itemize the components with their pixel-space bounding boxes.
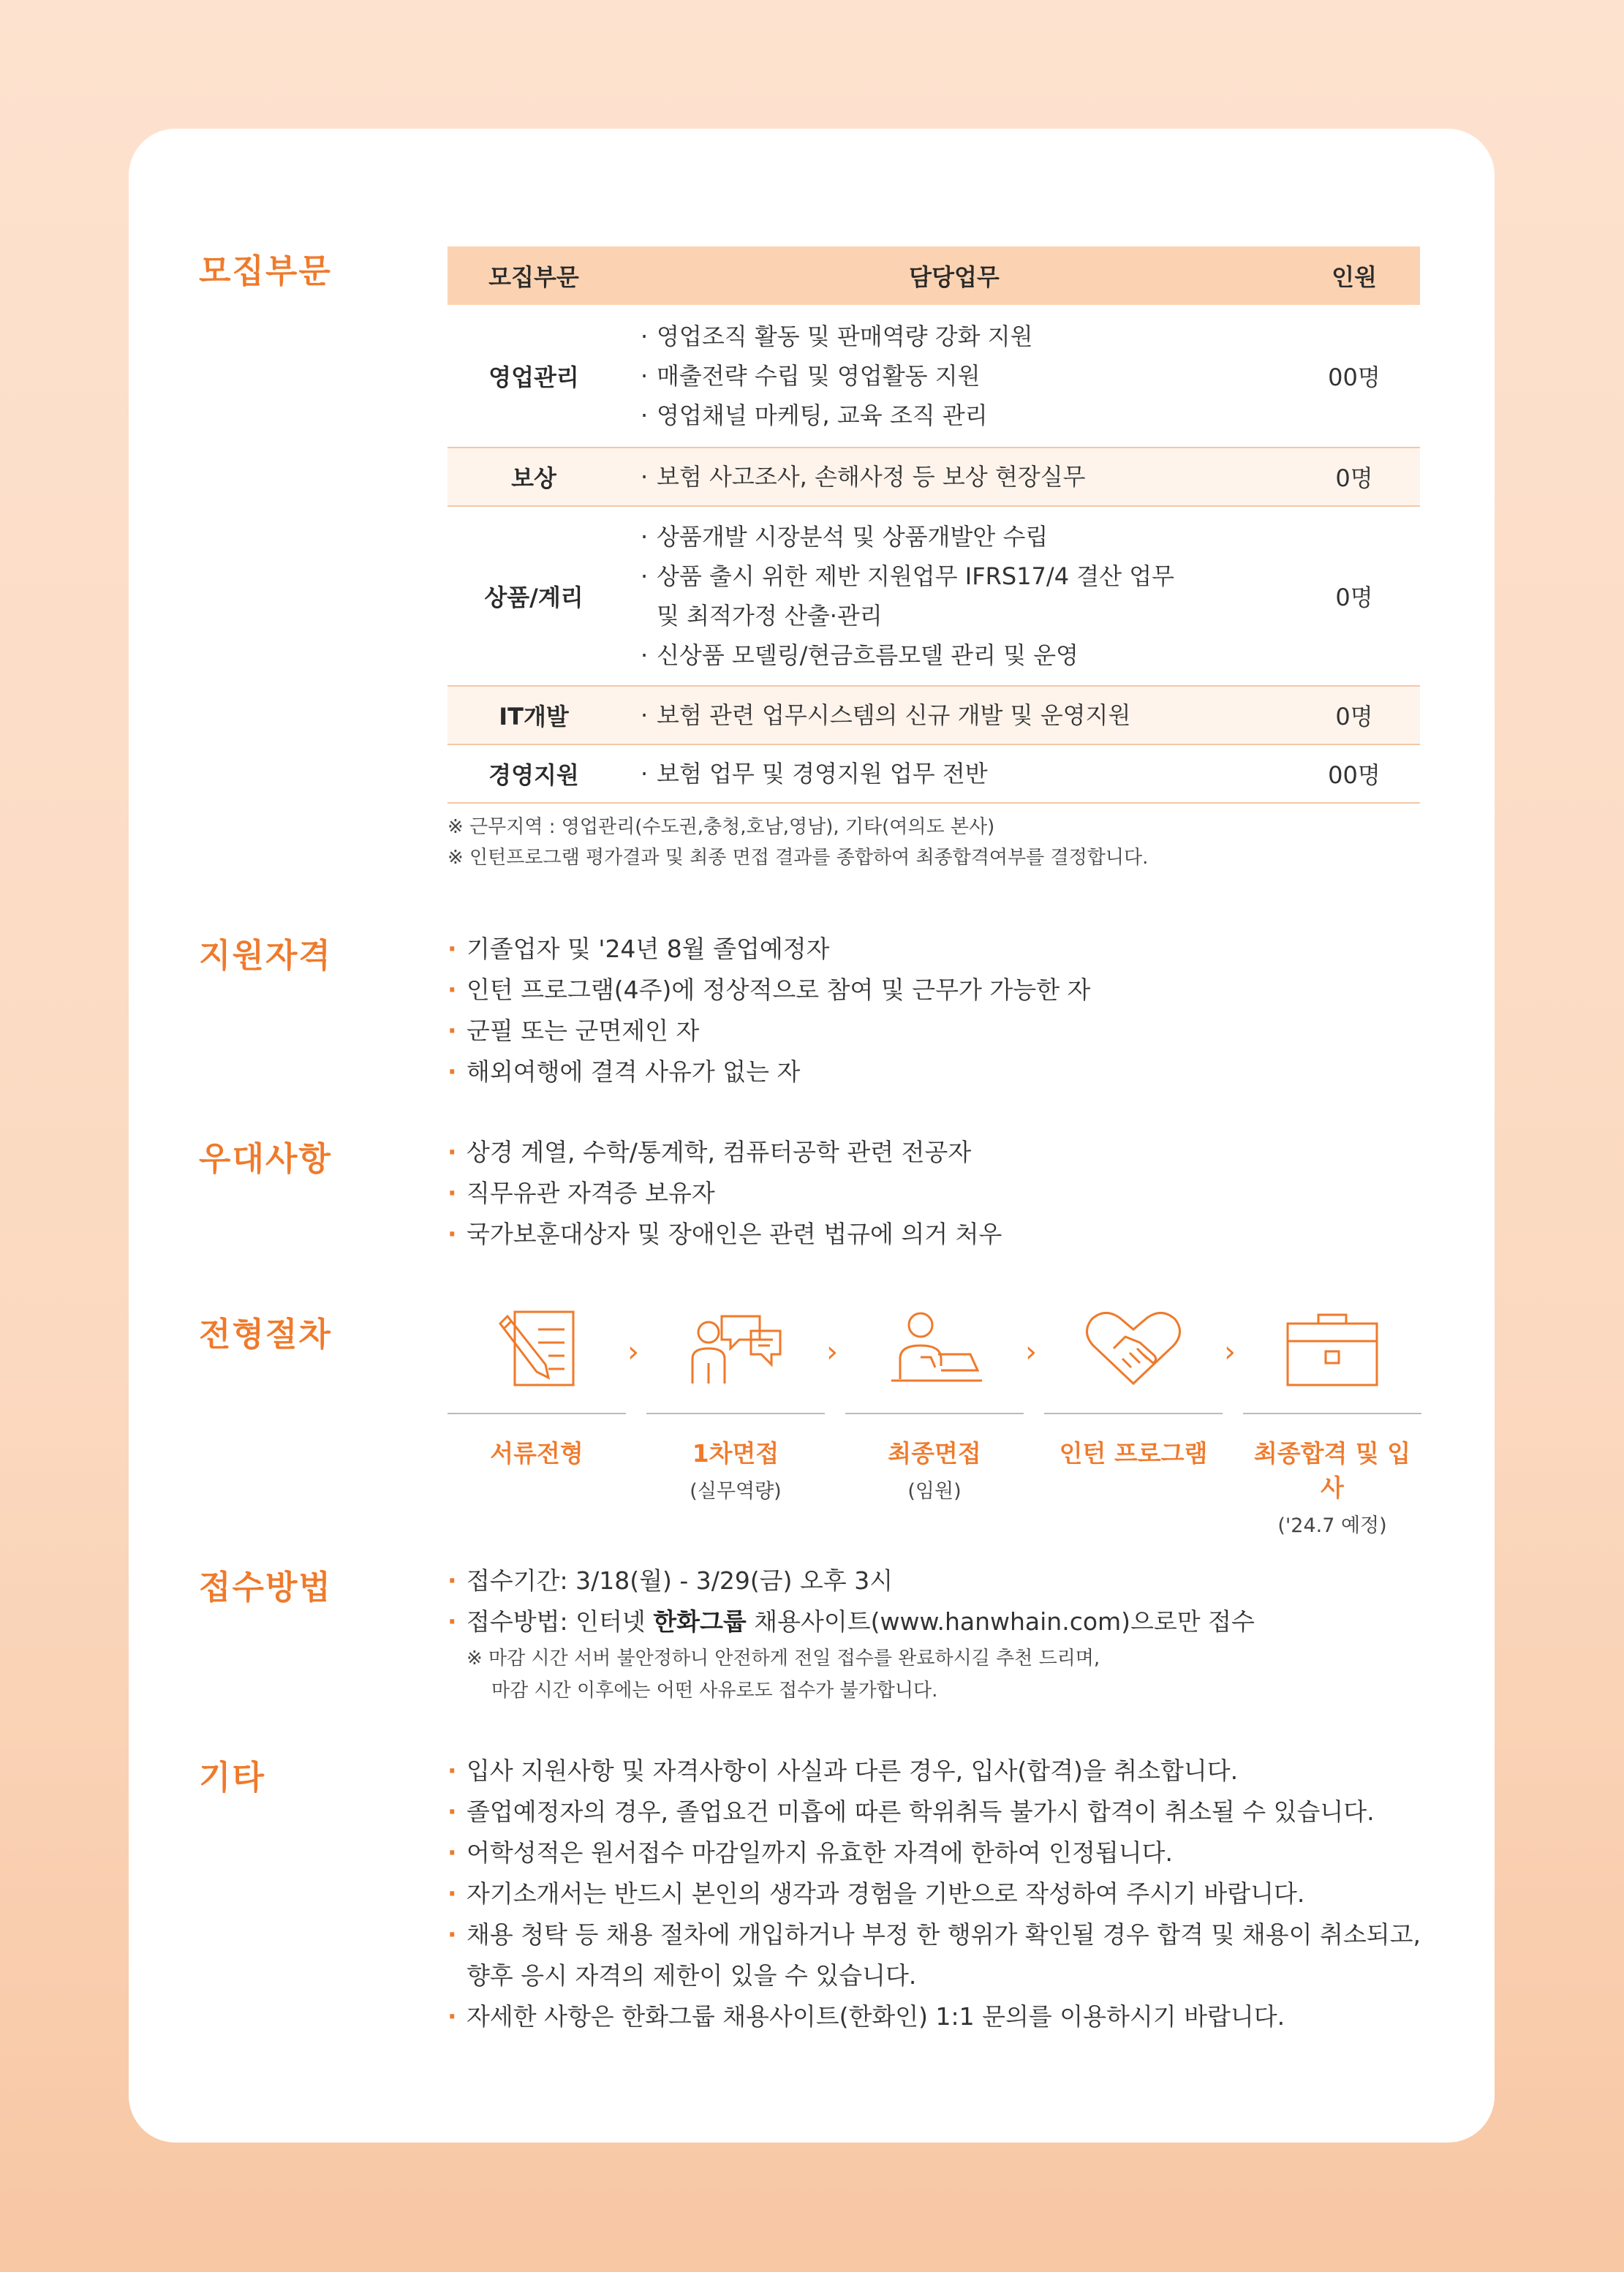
table-row — [447, 448, 1420, 507]
header-duty: 담당업무 — [909, 263, 1000, 291]
section-title-apply: 접수방법 — [199, 1568, 332, 1607]
duty-item: 보험 업무 및 경영지원 업무 전반 — [657, 760, 988, 788]
list-item: · 기졸업자 및 '24년 8월 졸업예정자 — [447, 929, 1090, 970]
row-dept: 상품/계리 — [484, 584, 583, 611]
row-duties: · 영업조직 활동 및 판매역량 강화 지원 · 매출전략 수립 및 영업활동 지원 · 영업채널 마케팅, 교육 조직 관리 — [620, 317, 1288, 435]
table-row — [447, 305, 1420, 448]
note-line: ※ 근무지역 : 영업관리(수도권,충청,호남,영남), 기타(여의도 본사) — [447, 816, 995, 838]
section-title-prefer: 우대사항 — [199, 1139, 332, 1178]
header-dept: 모집부문 — [488, 263, 579, 291]
chevron-right-icon: › — [1025, 1335, 1037, 1369]
step-title: 최종합격 및 입사 — [1253, 1439, 1411, 1502]
duty-item: 상품개발 시장분석 및 상품개발안 수립 — [657, 523, 1049, 551]
process-step-final-interview — [845, 1307, 1024, 1503]
list-item: · 인턴 프로그램(4주)에 정상적으로 참여 및 근무가 가능한 자 — [447, 970, 1090, 1011]
list-item — [447, 1955, 1421, 1996]
duty-item: 상품 출시 위한 제반 지원업무 IFRS17/4 결산 업무 — [657, 562, 1175, 590]
list-item: · 해외여행에 결격 사유가 없는 자 — [447, 1052, 1090, 1092]
note-line: ※ 인턴프로그램 평가결과 및 최종 면접 결과를 종합하여 최종합격여부를 결정합니다. — [447, 847, 1149, 869]
row-count: 0명 — [1335, 584, 1373, 611]
row-duties: · 보험 사고조사, 손해사정 등 보상 현장실무 — [620, 457, 1288, 497]
apply-method-suffix: 채용사이트(www.hanwhain.com)으로만 접수 — [746, 1607, 1255, 1636]
process-step-hire — [1243, 1307, 1421, 1538]
step-title: 인턴 프로그램 — [1059, 1439, 1208, 1468]
header-count: 인원 — [1332, 263, 1377, 291]
duty-item: 신상품 모델링/현금흐름모델 관리 및 운영 — [657, 641, 1079, 669]
list-item-text: 향후 응시 자격의 제한이 있을 수 있습니다. — [467, 1961, 917, 1990]
etc-list — [447, 1751, 1421, 2037]
chevron-right-icon: › — [826, 1335, 838, 1369]
apply-note: 마감 시간 이후에는 어떤 사유로도 접수가 불가합니다. — [491, 1680, 938, 1702]
duty-item: 영업조직 활동 및 판매역량 강화 지원 — [657, 322, 1033, 350]
person-desk-icon — [880, 1307, 989, 1388]
duty-item: 영업채널 마케팅, 교육 조직 관리 — [657, 401, 988, 429]
process-step-interview1 — [646, 1307, 825, 1503]
list-item-text: 기졸업자 및 '24년 8월 졸업예정자 — [467, 935, 830, 963]
list-item: · 어학성적은 원서접수 마감일까지 유효한 자격에 한하여 인정됩니다. — [447, 1833, 1421, 1873]
table-header — [447, 246, 1420, 305]
chevron-right-icon: › — [1224, 1335, 1236, 1369]
recruit-table — [447, 246, 1420, 804]
table-row — [447, 687, 1420, 745]
row-dept: 경영지원 — [488, 761, 579, 789]
row-dept: 영업관리 — [488, 363, 579, 391]
apply-method-prefix: 접수방법: 인터넷 — [467, 1607, 654, 1636]
apply-list — [447, 1560, 1255, 1707]
list-item-text: 채용 청탁 등 채용 절차에 개입하거나 부정 한 행위가 확인될 경우 합격 및 채용이 취소되고, — [467, 1920, 1421, 1949]
list-item: · 상경 계열, 수학/통계학, 컴퓨터공학 관련 전공자 — [447, 1132, 1002, 1173]
briefcase-icon — [1277, 1307, 1387, 1388]
list-item-text: 해외여행에 결격 사유가 없는 자 — [467, 1057, 801, 1086]
duty-item: 매출전략 수립 및 영업활동 지원 — [657, 362, 981, 390]
section-title-qualify: 지원자격 — [199, 936, 332, 975]
table-row — [447, 507, 1420, 687]
row-count: 0명 — [1335, 464, 1373, 492]
list-item: · 직무유관 자격증 보유자 — [447, 1173, 1002, 1214]
step-sub: (실무역량) — [690, 1480, 782, 1503]
row-dept: IT개발 — [499, 703, 569, 731]
step-title: 1차면접 — [692, 1439, 779, 1468]
list-item-text: 어학성적은 원서접수 마감일까지 유효한 자격에 한하여 인정됩니다. — [467, 1838, 1174, 1867]
list-item-text: 군필 또는 군면제인 자 — [467, 1016, 700, 1045]
section-title-recruit: 모집부문 — [199, 252, 332, 290]
list-item-text: 자기소개서는 반드시 본인의 생각과 경험을 기반으로 작성하여 주시기 바랍니다. — [467, 1879, 1305, 1908]
list-item: · 채용 청탁 등 채용 절차에 개입하거나 부정 한 행위가 확인될 경우 합격 및 채용이 취소되고, — [447, 1914, 1421, 1955]
row-count: 0명 — [1335, 703, 1373, 731]
list-item-text: 자세한 사항은 한화그룹 채용사이트(한화인) 1:1 문의를 이용하시기 바랍니다. — [467, 2002, 1285, 2031]
list-item: · 접수방법: 인터넷 한화그룹 채용사이트(www.hanwhain.com)으로만 접수 — [447, 1607, 1255, 1636]
qualification-list — [447, 929, 1090, 1092]
apply-period: 접수기간: 3/18(월) - 3/29(금) 오후 3시 — [467, 1566, 894, 1595]
row-duties: · 상품개발 시장분석 및 상품개발안 수립 · 상품 출시 위한 제반 지원업무 IFRS17/4 결산 업무 및 최적가정 산출·관리 · 신상품 모델링/현금흐름모델 관리 및 운영 — [620, 517, 1288, 675]
chevron-right-icon: › — [627, 1335, 639, 1369]
list-item: · 자기소개서는 반드시 본인의 생각과 경험을 기반으로 작성하여 주시기 바랍니다. — [447, 1873, 1421, 1914]
list-item: · 졸업예정자의 경우, 졸업요건 미흡에 따른 학위취득 불가시 합격이 취소될 수 있습니다. — [447, 1792, 1421, 1833]
row-duties: · 보험 업무 및 경영지원 업무 전반 — [620, 754, 1288, 793]
list-item-text: 국가보훈대상자 및 장애인은 관련 법규에 의거 처우 — [467, 1220, 1002, 1248]
duty-item: 보험 사고조사, 손해사정 등 보상 현장실무 — [657, 463, 1086, 491]
interview-chat-icon — [681, 1307, 790, 1388]
apply-method-brand: 한화그룹 — [653, 1607, 747, 1636]
content-card — [129, 129, 1495, 2143]
step-title: 서류전형 — [490, 1439, 583, 1468]
document-pen-icon — [486, 1307, 588, 1388]
duty-item: 보험 관련 업무시스템의 신규 개발 및 운영지원 — [657, 701, 1131, 729]
row-duties: · 보험 관련 업무시스템의 신규 개발 및 운영지원 — [620, 695, 1288, 735]
row-dept: 보상 — [511, 464, 556, 492]
step-sub: (임원) — [907, 1480, 962, 1503]
heart-handshake-icon — [1079, 1307, 1188, 1388]
process-step-document — [447, 1307, 626, 1475]
list-item-text: 직무유관 자격증 보유자 — [467, 1179, 715, 1207]
table-row — [447, 745, 1420, 804]
recruit-notes — [447, 812, 1148, 873]
list-item: · 국가보훈대상자 및 장애인은 관련 법규에 의거 처우 — [447, 1214, 1002, 1255]
list-item-text: 졸업예정자의 경우, 졸업요건 미흡에 따른 학위취득 불가시 합격이 취소될 수 있습니다. — [467, 1797, 1375, 1826]
section-title-etc: 기타 — [199, 1758, 265, 1797]
step-title: 최종면접 — [888, 1439, 981, 1468]
list-item: · 접수기간: 3/18(월) - 3/29(금) 오후 3시 — [447, 1560, 1255, 1601]
list-item-text: 상경 계열, 수학/통계학, 컴퓨터공학 관련 전공자 — [467, 1138, 972, 1166]
section-title-process: 전형절차 — [199, 1315, 332, 1354]
list-item-text: 인턴 프로그램(4주)에 정상적으로 참여 및 근무가 가능한 자 — [467, 975, 1091, 1004]
apply-note: ※ 마감 시간 서버 불안정하니 안전하게 전일 접수를 완료하시길 추천 드리며, — [467, 1648, 1100, 1669]
list-item: · 입사 지원사항 및 자격사항이 사실과 다른 경우, 입사(합격)을 취소합니다. — [447, 1751, 1421, 1792]
list-item: · 자세한 사항은 한화그룹 채용사이트(한화인) 1:1 문의를 이용하시기 바랍니다. — [447, 1996, 1421, 2037]
list-item: · 군필 또는 군면제인 자 — [447, 1011, 1090, 1052]
list-item-text: 입사 지원사항 및 자격사항이 사실과 다른 경우, 입사(합격)을 취소합니다. — [467, 1756, 1239, 1785]
row-count: 00명 — [1328, 363, 1381, 391]
step-sub: ('24.7 예정) — [1277, 1514, 1387, 1537]
preference-list — [447, 1132, 1002, 1255]
duty-item: 및 최적가정 산출·관리 — [657, 602, 883, 630]
row-count: 00명 — [1328, 761, 1381, 789]
process-step-intern — [1044, 1307, 1223, 1475]
